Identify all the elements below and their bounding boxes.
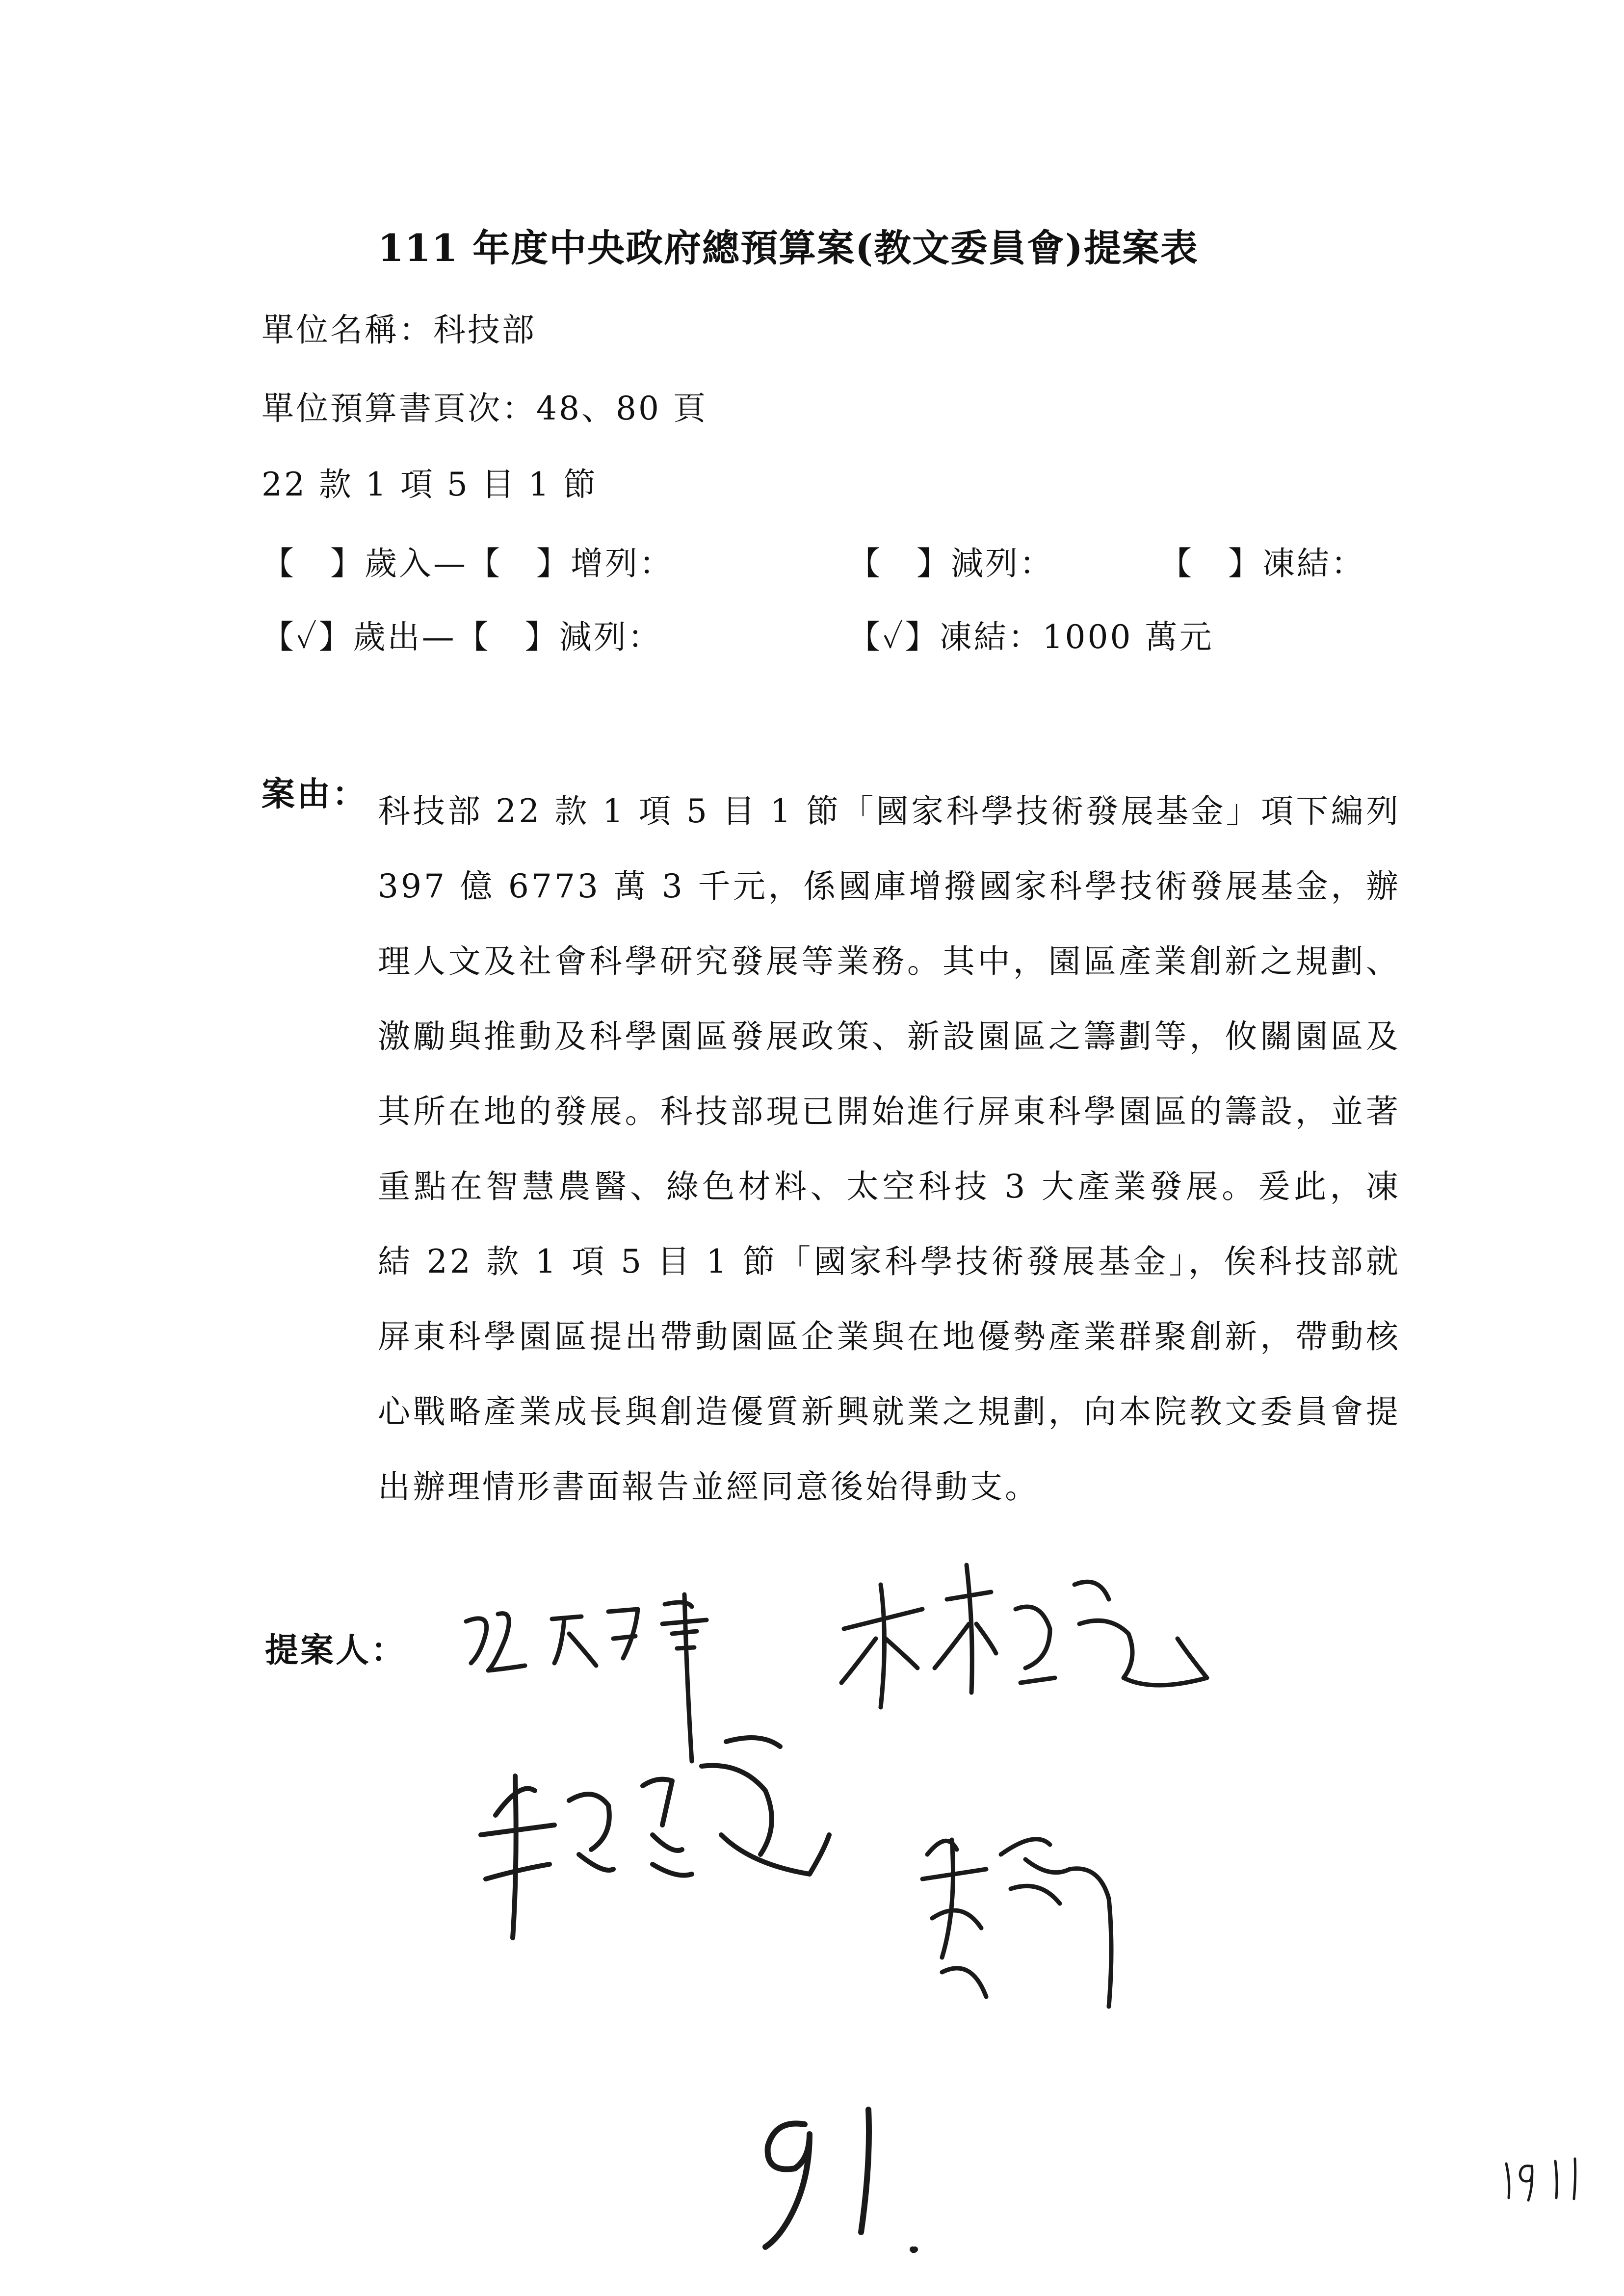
document-title: 111 年度中央政府總預算案(教文委員會)提案表 xyxy=(378,226,1199,270)
expense-row xyxy=(262,611,1400,656)
signature-4 xyxy=(913,1810,1138,2031)
reason-text: 科技部 22 款 1 項 5 目 1 節「國家科學技術發展基金」項下編列 397 億 6773 萬 3 千元，係國庫增撥國家科學技術發展基金，辦理人文及社會科學研究發展等業務。其中，園區產業創新之規劃、激勵與推動及科學園區發展政策、新設園區之籌劃等，攸關園區及其所在地的發展。科技部現已開始進行屏東科學園區的籌設，並著重點在智慧農醫、綠色材料、太空科技 3 大產業發展。爰此，凍結 22 款 1 項 5 目 1 節「國家科學技術發展基金」，俟科技部就屏東科學園區提出帶動園區企業與在地優勢產業群聚創新，帶動核心戰略產業成長與創造優質新興就業之規劃，向本院教文委員會提出辦理情形書面報告並經同意後始得動支。 xyxy=(378,792,1401,1506)
budget-pages: 單位預算書頁次：48、80 頁 xyxy=(262,390,707,427)
signature-2 xyxy=(834,1555,1217,1722)
expense-checkbox-label: 【✓】歲出—【 】減列： xyxy=(262,618,662,656)
revenue-reduce-label: 【 】減列： xyxy=(848,545,1054,582)
unit-name: 單位名稱：科技部 xyxy=(262,311,536,349)
handwritten-page-number xyxy=(1501,2154,1585,2208)
revenue-row xyxy=(262,537,1400,582)
reason-label: 案由： xyxy=(262,775,368,814)
handwritten-number xyxy=(746,2100,971,2262)
proposer-label: 提案人： xyxy=(265,1631,407,1670)
signature-3 xyxy=(466,1727,859,1972)
expense-freeze-label: 【✓】凍結：1000 萬元 xyxy=(848,618,1214,656)
section-reference: 22 款 1 項 5 目 1 節 xyxy=(262,466,598,503)
revenue-checkbox-label: 【 】歲入—【 】增列： xyxy=(262,545,674,582)
revenue-freeze-label: 【 】凍結： xyxy=(1159,545,1365,582)
